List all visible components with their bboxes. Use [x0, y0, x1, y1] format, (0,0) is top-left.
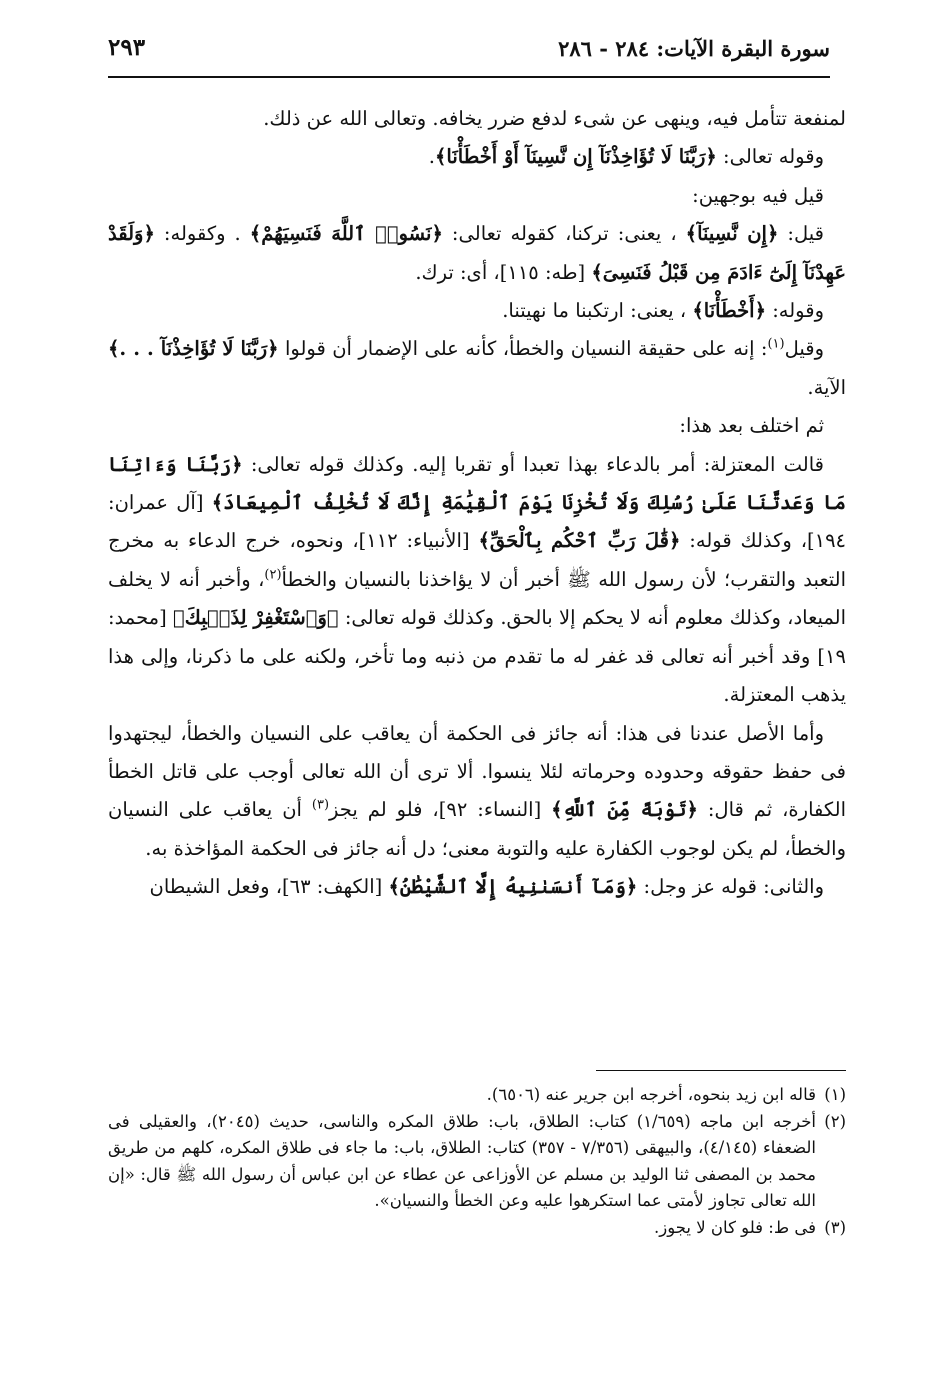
footnotes [108, 1082, 846, 1241]
paragraph [108, 330, 846, 407]
text-run: أن يعاقب على النسيان والخطأ، لم يكن لوجوب الكفارة عليه والتوبة معنى؛ دل أنه جائز فى الحكمة المؤاخذة به. [108, 798, 846, 860]
paragraph [108, 100, 846, 138]
text-run: وقيل [784, 337, 824, 361]
footnote-separator [596, 1070, 846, 1071]
text-run: والثانى: قوله عز وجل: [637, 875, 824, 899]
text-run: [الأنبياء: ١١٢]، ونحوه، خرج الدعاء به مخرج التعبد والتقرب؛ لأن رسول الله ﷺ أخبر أن لا يؤاخذنا بالنسيان والخطأ [108, 529, 846, 591]
quran-quote: ﴿وَٱسْتَغْفِرْ لِذَنۢبِكَ﴾ [173, 606, 339, 630]
footnote-number: (١) [824, 1085, 846, 1104]
page-number: ٢٩٣ [108, 34, 146, 61]
footnote-ref: (٣) [311, 797, 330, 813]
text-run: : إنه على حقيقة النسيان والخطأ، كأنه على الإضمار أن قولوا [278, 337, 768, 361]
text-run: قيل: [778, 222, 824, 246]
footnote [108, 1109, 846, 1215]
text-run: [الكهف: ٦٣]، وفعل الشيطان [149, 875, 389, 899]
text-run: ، يعنى: ارتكبنا ما نهيتنا. [502, 299, 693, 323]
quran-quote: ﴿إِن نَّسِينَآ﴾ [685, 222, 779, 246]
text-run: قيل فيه بوجهين: [692, 183, 824, 207]
quran-quote: ﴿وَمَآ أَنسَىٰنِيهُ إِلَّا ٱلشَّيْطَٰنُ﴾ [388, 875, 638, 899]
text-run: الآية. [807, 375, 846, 399]
paragraph [108, 215, 846, 292]
paragraph [108, 407, 846, 445]
footnote [108, 1082, 846, 1109]
paragraph [108, 715, 846, 869]
text-run: لمنفعة تتأمل فيه، وينهى عن شىء لدفع ضرر يخافه. وتعالى الله عن ذلك. [263, 107, 846, 130]
footnote-number: (٣) [824, 1217, 846, 1237]
running-title: سورة البقرة الآيات: ٢٨٤ - ٢٨٦ [558, 36, 830, 61]
text-run: . وكقوله: [154, 222, 250, 246]
paragraph [108, 868, 846, 906]
text-run: قالت المعتزلة: أمر بالدعاء بهذا تعبدا أو تقربا إليه. وكذلك قوله تعالى: [242, 452, 825, 476]
text-run: ، وأخبر أنه لا يخلف الميعاد، وكذلك معلوم أنه لا يحكم إلا بالحق. وكذلك قوله تعالى: [108, 567, 847, 630]
paragraph [108, 292, 846, 330]
footnote-number: (٢) [824, 1111, 846, 1131]
quran-quote: ﴿تَوْبَةً مِّنَ ٱللَّهِ﴾ [551, 798, 698, 822]
quran-quote: ﴿وَلَقَدْ عَهِدْنَآ إِلَىٰٓ ءَادَمَ مِن قَبْلُ فَنَسِىَ﴾ [108, 222, 846, 284]
footnote-ref: (١) [767, 336, 785, 352]
footnote-ref: (٢) [264, 567, 282, 583]
paragraph [108, 138, 846, 176]
text-run: [آل عمران: ١٩٤]، وكذلك قوله: [108, 491, 847, 553]
text-run: ثم اختلف بعد هذا: [679, 414, 824, 438]
quran-quote: ﴿أَخْطَأْنَا﴾ [692, 299, 767, 323]
paragraph [108, 177, 846, 215]
text-run: وقوله تعالى: [716, 145, 824, 169]
text-run: . [428, 145, 435, 169]
text-run: ، يعنى: تركنا، كقوله تعالى: [442, 222, 686, 246]
text-run: وقوله: [766, 299, 824, 323]
page-header [108, 30, 830, 78]
quran-quote: ﴿قَٰلَ رَبِّ ٱحْكُم بِٱلْحَقِّ﴾ [478, 529, 681, 553]
quran-quote: ﴿رَبَّنَا لَا تُؤَاخِذْنَآ . . .﴾ [108, 337, 279, 361]
footnote [108, 1215, 846, 1242]
footnote-text: أخرجه ابن ماجه (١/٦٥٩) كتاب: الطلاق، باب: طلاق المكره والناسى، حديث (٢٠٤٥)، والعقيلى فى الضعفاء (٤/١٤٥)، والبيهقى (٧/٣٥٦ - ٣٥٧) كتاب: الطلاق، باب: ما جاء فى طلاق المكره، كلهم من طريق محمد بن المصفى ثنا الوليد بن مسلم عن الأوزاعى عن عطاء عن ابن عباس أن رسول الله ﷺ قال: «إن الله تعالى تجاوز لأمتى عما استكرهوا عليه وعن الخطأ والنسيان». [108, 1111, 816, 1210]
quran-quote: ﴿نَسُوا۟ ٱللَّهَ فَنَسِيَهُمْ﴾ [249, 222, 443, 246]
text-run: [محمد: ١٩] وقد أخبر أنه تعالى قد غفر له ما تقدم من ذنبه وما تأخر، ولكنه على ما ذكرنا، وإلى هذا يذهب المعتزلة. [108, 606, 846, 707]
quran-quote: ﴿رَبَّنَا لَا تُؤَاخِذْنَآ إِن نَّسِينَآ أَوْ أَخْطَأْنَا﴾ [435, 145, 717, 169]
footnote-text: فى ط: فلو كان لا يجوز. [654, 1217, 816, 1237]
text-run: [النساء: ٩٢]، فلو لم يجز [329, 798, 552, 822]
text-run: [طه: ١١٥]، أى: ترك. [415, 260, 592, 284]
text-run: وأما الأصل عندنا فى هذا: أنه جائز فى الحكمة أن يعاقب على النسيان والخطأ، ليجتهدوا فى حفظ حقوقه وحدوده وحرماته لئلا ينسوا. ألا ترى أن الله تعالى أوجب على قاتل الخطأ الكفارة، ثم قال: [108, 721, 846, 822]
footnote-text: قاله ابن زيد بنحوه، أخرجه ابن جرير عنه (٦٥٠٦). [486, 1085, 816, 1104]
quran-quote: ﴿رَبَّنَا وَءَاتِنَا مَا وَعَدتَّنَا عَلَىٰ رُسُلِكَ وَلَا تُخْزِنَا يَوْمَ ٱلْقِيَٰمَةِ إِنَّكَ لَا تُخْلِفُ ٱلْمِيعَادَ﴾ [108, 452, 846, 515]
paragraph [108, 446, 846, 715]
main-text [108, 100, 846, 907]
